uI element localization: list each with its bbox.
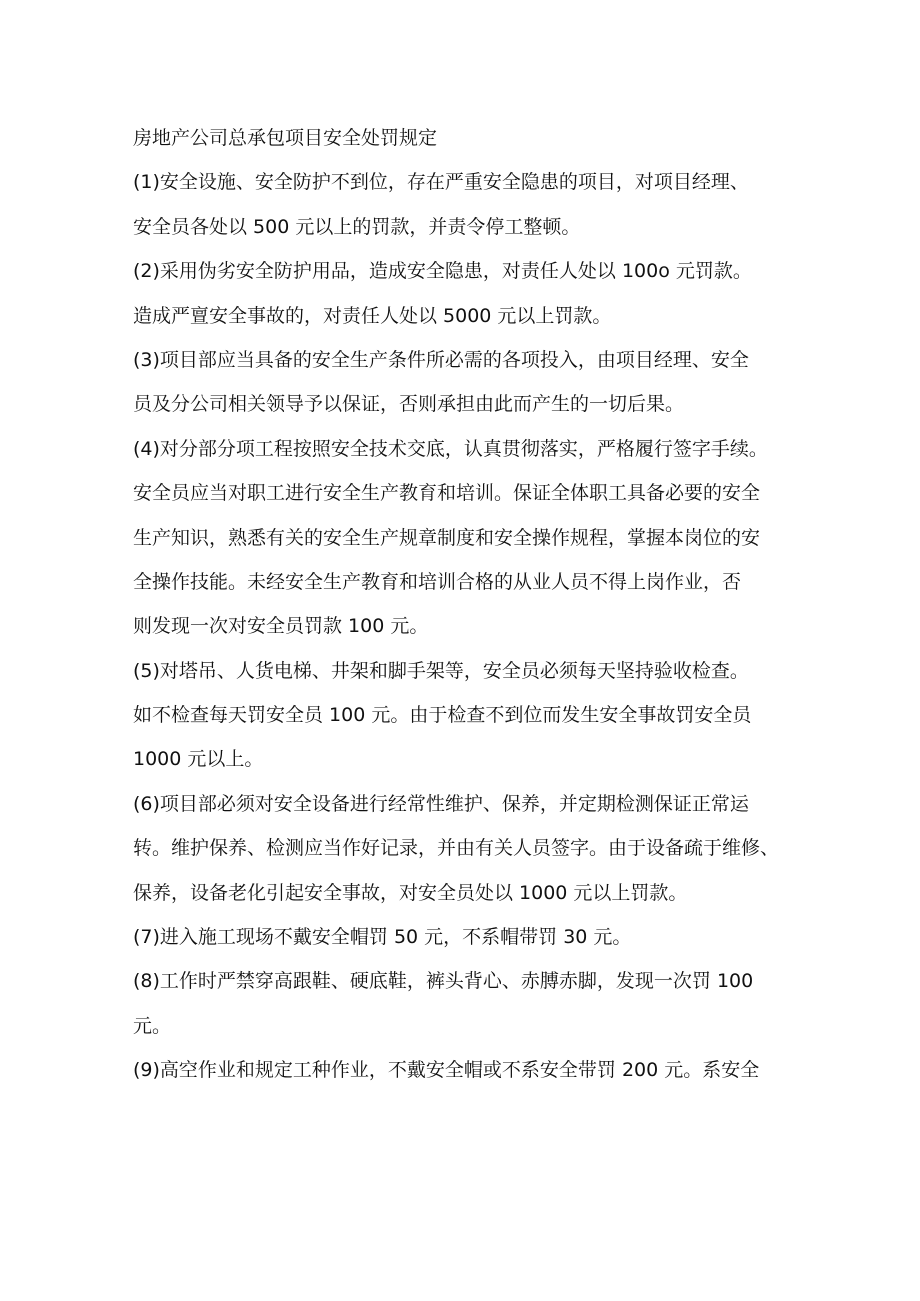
text-line: 保养，设备老化引起安全事故，对安全员处以 1000 元以上罚款。 xyxy=(133,881,688,904)
text-line: 员及分公司相关领导予以保证，否则承担由此而产生的一切后果。 xyxy=(133,393,685,416)
text-line: 转。维护保养、检测应当作好记录，并由有关人员签字。由于设备疏于维修、 xyxy=(133,837,780,860)
text-line: (3)项目部应当具备的安全生产条件所必需的各项投入，由项目经理、安全 xyxy=(133,348,749,371)
text-line: 则发现一次对安全员罚款 100 元。 xyxy=(133,615,429,638)
text-line: 元。 xyxy=(133,1014,172,1037)
text-line: (5)对塔吊、人货电梯、井架和脚手架等，安全员必须每天坚持验收检查。 xyxy=(133,659,749,682)
text-line: (9)高空作业和规定工种作业，不戴安全帽或不系安全带罚 200 元。系安全 xyxy=(133,1059,760,1082)
text-line: 安全员各处以 500 元以上的罚款，并责令停工整顿。 xyxy=(133,215,581,238)
text-line: (7)进入施工现场不戴安全帽罚 50 元，不系帽带罚 30 元。 xyxy=(133,926,632,949)
text-line: (1)安全设施、安全防护不到位，存在严重安全隐患的项目，对项目经理、 xyxy=(133,171,749,194)
text-line: 造成严亶安全事故的，对责任人处以 5000 元以上罚款。 xyxy=(133,304,612,327)
text-line: (2)采用伪劣安全防护用品，造成安全隐患，对责任人处以 100o 元罚款。 xyxy=(133,260,752,283)
text-line: (8)工作时严禁穿高跟鞋、硬底鞋，裤头背心、赤膊赤脚，发现一次罚 100 xyxy=(133,970,754,993)
document-title: 房地产公司总承包项目安全处罚规定 xyxy=(133,127,438,149)
text-line: (6)项目部必须对安全设备进行经常性维护、保养，并定期检测保证正常运 xyxy=(133,792,749,815)
text-line: 安全员应当对职工进行安全生产教育和培训。保证全体职工具备必要的安全 xyxy=(133,482,761,505)
text-line: (4)对分部分项工程按照安全技术交底，认真贯彻落实，严格履行签字手续。 xyxy=(133,437,768,460)
text-line: 1000 元以上。 xyxy=(133,748,264,771)
text-line: 生产知识，熟悉有关的安全生产规章制度和安全操作规程，掌握本岗位的安 xyxy=(133,526,761,549)
text-line: 全操作技能。未经安全生产教育和培训合格的从业人员不得上岗作业，否 xyxy=(133,570,742,593)
document-body xyxy=(133,116,813,1093)
text-line: 如不检查每天罚安全员 100 元。由于检查不到位而发生安全事故罚安全员 xyxy=(133,704,752,727)
